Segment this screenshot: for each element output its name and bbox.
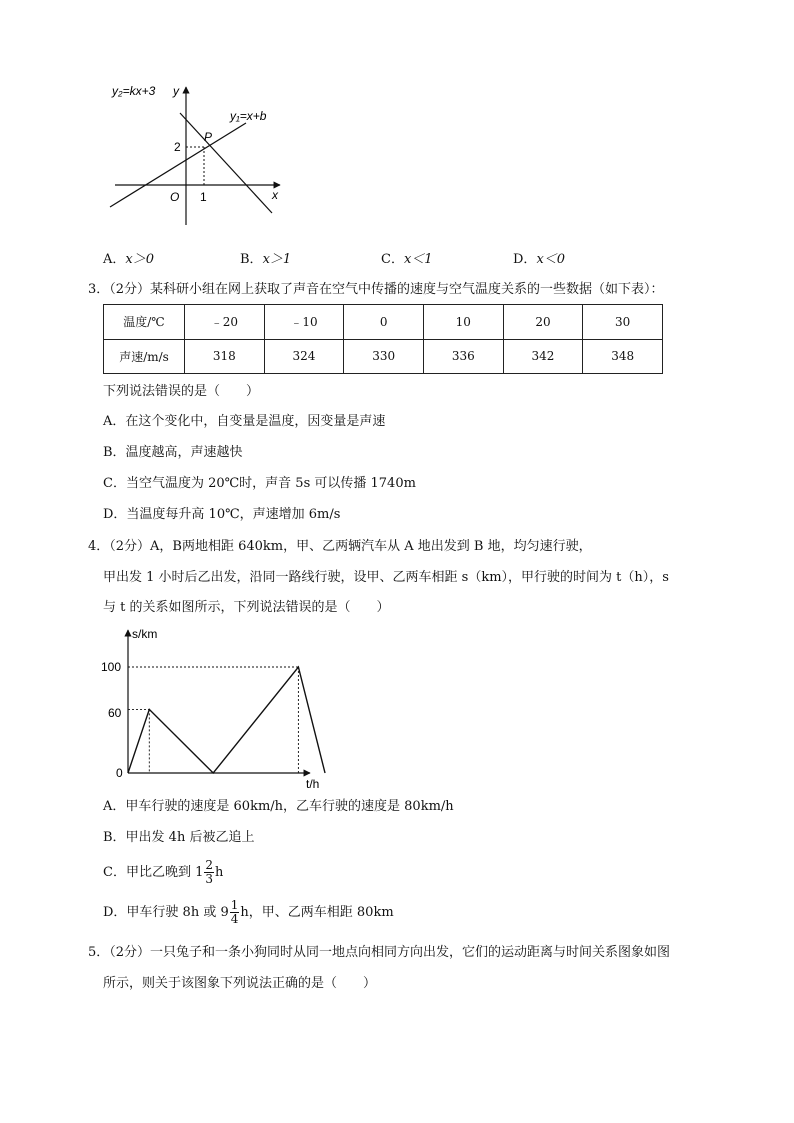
q2-option-d-text: x＜0 <box>536 252 566 267</box>
chart-y-tick-60: 60 <box>108 706 122 720</box>
q5-stem-line2: 所示，则关于该图象下列说法正确的是（ ） <box>103 976 377 991</box>
q5-stem-line1: 5．（2分）一只兔子和一条小狗同时从同一地点向相同方向出发，它们的运动距离与时间关系图象如图 <box>88 945 671 960</box>
table-row-speed <box>104 339 663 374</box>
chart-series-line <box>128 667 325 773</box>
table-cell: 342 <box>503 339 583 374</box>
q3-option-c: C．当空气温度为 20℃时，声音 5s 可以传播 1740m <box>103 476 416 491</box>
table-cell: 30 <box>583 305 663 340</box>
q3-question: 下列说法错误的是（ ） <box>103 384 260 399</box>
chart-y-tick-0: 0 <box>116 766 123 780</box>
tick-y-2: 2 <box>174 140 181 154</box>
table-row-temperature <box>104 305 663 340</box>
q2-option-b-letter: B． <box>240 252 263 267</box>
table-cell: 318 <box>185 339 265 374</box>
q2-option-b <box>240 248 291 267</box>
q3-stem: 3．（2分）某科研小组在网上获取了声音在空气中传播的速度与空气温度关系的一些数据（如下表）： <box>88 282 664 297</box>
q4-option-d-post: h，甲、乙两车相距 80km <box>240 905 394 920</box>
fraction-denominator: 4 <box>230 912 239 926</box>
point-p-label: P <box>204 130 213 144</box>
q4-option-c <box>103 858 223 888</box>
q2-option-c-letter: C． <box>381 252 404 267</box>
q4-option-c-fraction <box>204 859 214 886</box>
q4-option-c-text: C．甲比乙晚到 1 <box>103 865 204 880</box>
linear-functions-graph <box>100 75 300 235</box>
table-cell: 336 <box>423 339 503 374</box>
q3-option-b: B．温度越高，声速越快 <box>103 445 243 460</box>
fraction-numerator: 1 <box>230 898 239 912</box>
q2-option-b-text: x＞1 <box>262 252 292 267</box>
q4-option-a: A．甲车行驶的速度是 60km/h，乙车行驶的速度是 80km/h <box>103 799 454 814</box>
q3-option-a: A．在这个变化中，自变量是温度，因变量是声速 <box>103 414 386 429</box>
tick-x-1: 1 <box>200 190 207 204</box>
axis-x-label: x <box>272 188 278 202</box>
distance-time-chart <box>100 622 340 792</box>
q2-option-d-letter: D． <box>513 252 537 267</box>
axis-y-label: y <box>173 84 179 98</box>
q4-stem-line3: 与 t 的关系如图所示，下列说法错误的是（ ） <box>103 600 390 615</box>
q4-option-d-text: D．甲车行驶 8h 或 9 <box>103 905 229 920</box>
table-cell: ﹣20 <box>185 305 265 340</box>
table-head-temperature: 温度/℃ <box>104 305 185 340</box>
q4-stem-line1: 4．（2分）A，B两地相距 640km，甲、乙两辆汽车从 A 地出发到 B 地，均匀速行驶， <box>88 539 592 554</box>
q2-option-c <box>381 248 433 267</box>
table-cell: 348 <box>583 339 663 374</box>
sound-speed-table <box>103 304 663 374</box>
q2-option-d <box>513 248 565 267</box>
q2-option-a-text: x＞0 <box>125 252 154 267</box>
q2-option-a <box>103 248 154 267</box>
fraction-numerator: 2 <box>205 858 213 872</box>
label-y1: y₁=x+b <box>230 109 267 123</box>
q4-option-d <box>103 898 394 928</box>
q4-option-b: B．甲出发 4h 后被乙追上 <box>103 830 255 845</box>
q2-option-c-text: x＜1 <box>403 252 433 267</box>
table-cell: 0 <box>344 305 424 340</box>
table-head-speed: 声速/m/s <box>104 339 185 374</box>
line-y2 <box>180 113 272 213</box>
table-cell: 10 <box>423 305 503 340</box>
table-cell: ﹣10 <box>264 305 344 340</box>
table-cell: 330 <box>344 339 424 374</box>
chart-y-tick-100: 100 <box>101 660 122 674</box>
label-y2: y₂=kx+3 <box>112 84 156 98</box>
chart-y-label: s/km <box>132 627 158 641</box>
chart-x-label: t/h <box>306 777 320 791</box>
fraction-denominator: 3 <box>205 872 213 886</box>
q4-stem-line2: 甲出发 1 小时后乙出发，沿同一路线行驶，设甲、乙两车相距 s（km），甲行驶的时间为 t（h），s <box>103 570 669 585</box>
q2-option-a-letter: A． <box>103 252 126 267</box>
origin-label: O <box>170 190 180 204</box>
q4-option-d-fraction <box>230 899 240 926</box>
q4-option-c-unit: h <box>215 865 224 880</box>
table-cell: 324 <box>264 339 344 374</box>
table-cell: 20 <box>503 305 583 340</box>
q3-option-d: D．当温度每升高 10℃，声速增加 6m/s <box>103 507 341 522</box>
